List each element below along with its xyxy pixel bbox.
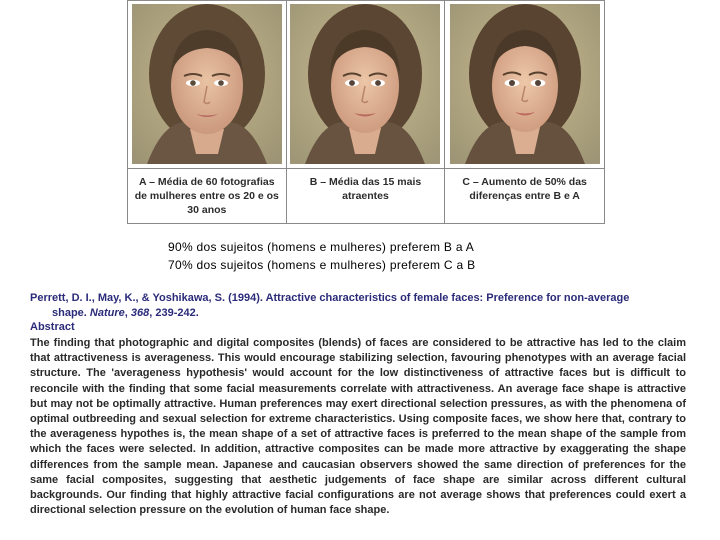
citation-sep: , [124, 307, 131, 319]
citation-volume: 368 [130, 307, 150, 319]
citation [30, 291, 686, 321]
citation-pages: , 239-242. [149, 307, 199, 319]
stat-line-b-over-a: 90% dos sujeitos (homens e mulheres) preferem B a A [168, 240, 475, 254]
citation-journal: Nature [89, 307, 125, 319]
preference-stats [168, 238, 475, 274]
abstract-heading: Abstract [30, 321, 75, 333]
caption-c: C – Aumento de 50% das diferenças entre B e A [462, 176, 587, 202]
citation-cont: shape. [52, 307, 90, 319]
stat-line-c-over-b: 70% dos sujeitos (homens e mulheres) preferem C a B [168, 258, 476, 272]
face-image-b [290, 4, 440, 164]
face-photo-a [128, 1, 287, 169]
face-photo-b [287, 1, 446, 169]
citation-continuation [30, 306, 686, 321]
face-photo-c [445, 1, 604, 169]
abstract-body: The finding that photographic and digital composites (blends) of faces are considered to be attractive has led to the claim that attractiveness is averageness. This would encourage stabilizing selection, favouring phenotypes with an average facial structure. The 'averageness hypothesis' would account for the low distinctiveness of attractive faces but is difficult to reconcile with the finding that some facial measurements correlate with attractiveness. An average face shape is attractive but may not be optimally attractive. Human preferences may exert directional selection pressures, as with the phenomena of optimal outbreeding and sexual selection for extreme characteristics. Using composite faces, we show here that, contrary to the averageness hypothes is, the mean shape of a set of attractive faces is preferred to the mean shape of the sample from which the faces were selected. In addition, attractive composites can be made more attractive by exaggerating the shape differences from the sample mean. Japanese and caucasian observers showed the same direction of preferences for the same facial composites, suggesting that aesthetic judgements of face shape are similar across different cultural backgrounds. Our finding that highly attractive facial configurations are not average shows that preferences could exert a directional selection pressure on the evolution of human face shape. [30, 337, 686, 517]
face-image-a [132, 4, 282, 164]
citation-authors-title: Perrett, D. I., May, K., & Yoshikawa, S. (1994). Attractive characteristics of female faces: Preference for non-average [30, 292, 630, 304]
caption-b: B – Média das 15 mais atraentes [287, 169, 446, 223]
face-image-c [450, 4, 600, 164]
face-composite-figure [127, 0, 605, 224]
caption-a: A – Média de 60 fotografias de mulheres entre os 20 e os 30 anos [128, 169, 287, 223]
